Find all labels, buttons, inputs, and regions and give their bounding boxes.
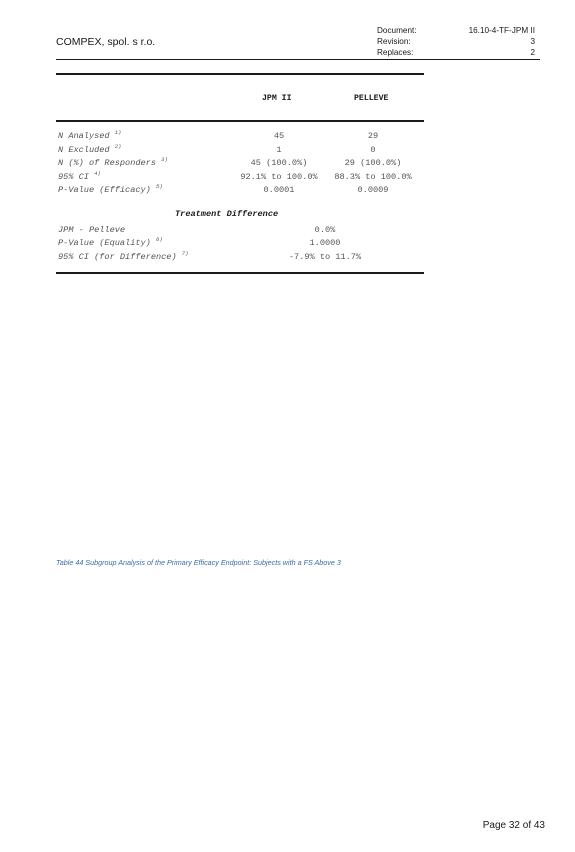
diff-row-label: JPM - Pelleve bbox=[58, 225, 126, 235]
diff-row-value: -7.9% to 11.7% bbox=[288, 252, 362, 262]
table-top-rule bbox=[56, 73, 424, 75]
row-label: N Excluded $^{2)}$ bbox=[58, 143, 122, 155]
meta-value: 3 bbox=[530, 37, 535, 46]
row-value-pelleve: 29 (100.0%) bbox=[344, 158, 402, 168]
document-meta bbox=[377, 25, 535, 58]
meta-value: 16.10-4-TF-JPM II bbox=[468, 26, 535, 35]
row-value-jpm: 45 (100.0%) bbox=[250, 158, 308, 168]
diff-row-value: 1.0000 bbox=[309, 238, 341, 248]
row-value-pelleve: 0 bbox=[370, 145, 376, 155]
meta-label: Replaces: bbox=[377, 48, 414, 57]
row-label: P-Value (Efficacy) $^{5)}$ bbox=[58, 183, 163, 195]
column-header-jpm: JPM II bbox=[262, 94, 292, 103]
row-label: N (%) of Responders $^{3)}$ bbox=[58, 156, 168, 168]
treatment-difference-title: Treatment Difference bbox=[175, 209, 279, 219]
meta-label: Revision: bbox=[377, 37, 411, 46]
row-value-pelleve: 29 bbox=[367, 131, 379, 141]
page-number: Page 32 of 43 bbox=[482, 820, 545, 831]
row-value-pelleve: 88.3% to 100.0% bbox=[334, 172, 412, 182]
row-value-jpm: 1 bbox=[276, 145, 282, 155]
header-divider bbox=[56, 59, 540, 60]
row-value-jpm: 45 bbox=[273, 131, 285, 141]
table-bottom-rule bbox=[56, 272, 424, 274]
row-label: 95% CI $^{4)}$ bbox=[58, 170, 101, 182]
row-value-pelleve: 0.0009 bbox=[357, 185, 389, 195]
column-header-pelleve: PELLEVE bbox=[354, 94, 389, 103]
row-value-jpm: 92.1% to 100.0% bbox=[240, 172, 318, 182]
row-value-jpm: 0.0001 bbox=[263, 185, 295, 195]
table-header-rule bbox=[56, 120, 424, 122]
company-name: COMPEX, spol. s r.o. bbox=[56, 36, 156, 48]
table-caption: Table 44 Subgroup Analysis of the Primary Efficacy Endpoint: Subjects with a FS Above 3 bbox=[56, 558, 341, 567]
diff-row-label: 95% CI (for Difference) $^{7)}$ bbox=[58, 250, 189, 262]
row-label: N Analysed $^{1)}$ bbox=[58, 129, 122, 141]
meta-document bbox=[377, 25, 535, 36]
meta-label: Document: bbox=[377, 26, 417, 35]
diff-row-value: 0.0% bbox=[314, 225, 336, 235]
meta-value: 2 bbox=[530, 48, 535, 57]
diff-row-label: P-Value (Equality) $^{6)}$ bbox=[58, 236, 163, 248]
meta-revision bbox=[377, 36, 535, 47]
meta-replaces bbox=[377, 47, 535, 58]
